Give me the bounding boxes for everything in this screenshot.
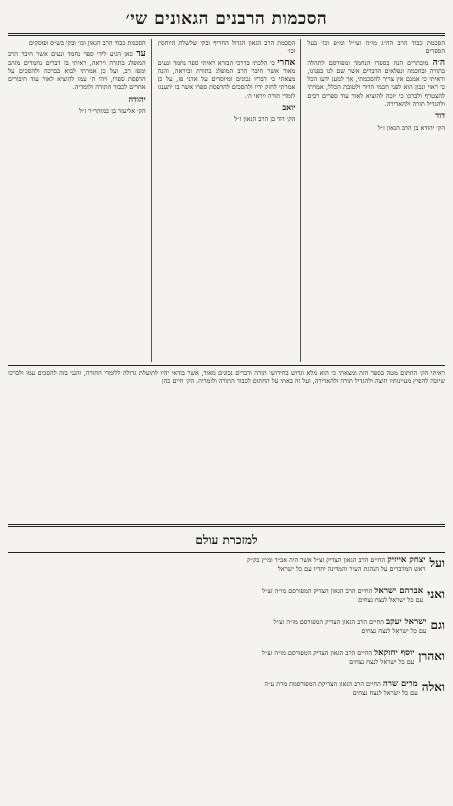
approbation-signature: הק׳ יהודא בן הרב הגאון ז״ל: [377, 123, 445, 132]
memorial-item: [8, 556, 445, 581]
approbation-name: יהודה: [128, 93, 146, 104]
memorial-list: [8, 556, 445, 705]
memorial-item: [8, 649, 445, 674]
approbation-text: מוכתרים הנה בספרו הנחמד ומפורסם לתהלה בתורה ובחכמה ונפלאים הדברים אשר שם לנו בפנינו, וראיתי כי אמנם אין צריך להסכמתי, אך למען ידעו הכל כי ראוי ונכון הוא לפני חכמי הדור ולטובת הכלל, אמרתי להצטרף ולברכו כי יזכה להוציא לאור עוד ספרים רבים ולהגדיל תורה ולהאדירה.: [307, 58, 445, 109]
memorial-name: יוסף יחזקאל: [374, 649, 415, 658]
approbation-intro: הסכמת הרב הגאון הגדול החריף ובקי שלשלת היוחסין וכו׳: [157, 39, 296, 56]
memorial-name: מרים שרה: [382, 680, 418, 689]
memorial-lead: ואני: [427, 587, 445, 601]
memorial-lead: ואלה: [421, 680, 445, 694]
approbation-lead: ה׳ה: [432, 57, 445, 68]
full-width-text: ראיתי הק׳ החתום מטה בספר הזה ומצאתי כי הוא מלא וגדוש בחידושי תורה ודברים נכונים מאוד, אשר בודאי יהיו לתועלת גדולה ללומדי התורה, והנני בזה להסכים עמו ולברכו שיזכה להפיץ מעיינותיו חוצה ולהגדיל תורה ולהאדירה, ועל זה באתי על החתום לכבוד התורה ולומדיה. הק׳ חיים כהן: [8, 369, 445, 386]
memorial-lead: וגם: [430, 618, 445, 632]
approbation-body: [158, 59, 296, 100]
memorial-text: החיים הרב הגאון הצדיקת המפורסמת מרת ע״ה: [264, 680, 381, 688]
memorial-sub: עם כל ישראל לנצח נצחים: [349, 658, 415, 667]
memorial-divider: [8, 524, 445, 527]
approbation-name: דוד: [435, 110, 445, 121]
memorial-name: אברהם ישראל: [374, 587, 424, 596]
approbation-column: [307, 39, 445, 362]
approbation-signature: הק׳ דוד בן הרב הגאון ז״ל: [234, 115, 296, 124]
approbation-column: [158, 39, 302, 362]
memorial-sub: עם כל ישראל לנצח נצחים: [358, 596, 424, 605]
memorial-sub: עם כל ישראל לנצח נצחים: [361, 627, 427, 636]
memorial-text: החיים הרב הגאון הצדיק המפורסם מו״ה זצ״ל: [273, 618, 384, 626]
approbation-lead: עד: [136, 49, 146, 60]
approbation-text: כאן הגיע לידי ספר נחמד ונעים אשר חיבר הרב המופלג בתורה ויראה, ראיתי בו דברים נחמדים מזהב ומפז רב, ועל כן אמרתי לבוא בברכה ולהסכים על הדפסת ספרו, ויהי ה׳ עמו להוציא לאור עוד חיבורים אחרים לכבוד התורה ולומדיה.: [8, 50, 146, 92]
memorial-text: החיים הרב הגאון הצדיק המפורסם מו״ה זצ״ל: [262, 587, 373, 595]
approbation-body: [307, 59, 445, 109]
approbation-signature: הק׳ אליעזר בן כמוהר״ר ז״ל: [79, 107, 146, 116]
memorial-item: [8, 680, 445, 705]
section-divider: [8, 365, 445, 366]
approbation-column: [8, 39, 152, 362]
title-divider: [8, 33, 445, 36]
approbation-body: [8, 50, 146, 91]
memorial-item: [8, 618, 445, 643]
memorial-text: החיים הרב הגאון הצדיק זצ״ל אשר היה אב״ד ומ״ץ בק״ק: [247, 556, 386, 564]
approbation-intro: הסכמת כבוד הרב הגאון וכו׳ ובקי בש״ס ופוסקים: [28, 39, 146, 47]
page-title: הסכמות הרבנים הגאונים שי׳: [125, 9, 328, 29]
memorial-item: [8, 587, 445, 612]
approbation-text: כי הלכתי בדרכי הבורא ראיתי ספר נחמד ונעים מאוד אשר חיבר הרב המופלג בתורה וביראה, והנה מצאתי כי דבריו נכונים ומיוסדים על אדני פז, על כן אמרתי לחזק ידיו ולהסכים להדפסת ספרו אשר בו יתענגו לומדי תורה ויראי ה׳.: [157, 58, 296, 100]
memorial-sub: עם כל ישראל לנצח נצחים: [352, 689, 418, 698]
memorial-lead: ואהרן: [418, 649, 445, 663]
memorial-lead: ועל: [429, 556, 445, 570]
memorial-name: יצחק אייזיק: [387, 556, 426, 565]
approbations-section: [8, 39, 445, 362]
blank-space: [8, 439, 445, 521]
document-page: [8, 6, 445, 792]
memorial-title: למזכרת עולם: [195, 533, 258, 547]
memorial-sub: ראש המדברים על הנהגת העיר והמדינה יחדיו עם כל ישראל: [277, 565, 426, 574]
memorial-name: ישראל יעקב: [385, 618, 427, 627]
full-width-approbation: [8, 369, 445, 439]
approbation-intro: הסכמת כבוד הרב הה״ג מו״ה ועי״ל ומ״פ וכו׳ בעל הספרים: [307, 39, 445, 56]
approbation-lead: אחרי: [277, 57, 296, 68]
memorial-title-underline: [8, 552, 445, 553]
memorial-text: החיים הרב הגאון הצדיק המפורסם מו״ה זצ״ל: [261, 649, 373, 657]
approbation-name: יואב: [282, 102, 296, 113]
